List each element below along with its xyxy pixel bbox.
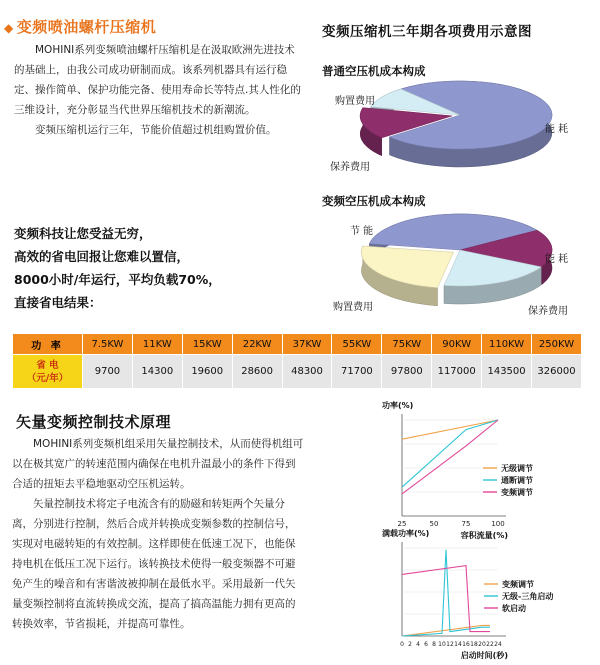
x-tick-label: 6 xyxy=(424,641,428,648)
x-tick-label: 12 xyxy=(446,641,454,648)
power-cell: 250KW xyxy=(532,334,582,355)
x-tick-label: 20 xyxy=(478,641,486,648)
x-tick-label: 18 xyxy=(470,641,478,648)
power-cell: 90KW xyxy=(432,334,482,355)
intro-paragraph: 变频压缩机运行三年，节能价值超过机组购置价值。 xyxy=(35,124,277,136)
diamond-bullet-icon: ◆ xyxy=(4,21,14,35)
legend-label: 无级调节 xyxy=(501,464,533,473)
savings-cell: 71700 xyxy=(332,355,382,389)
power-cell: 110KW xyxy=(482,334,532,355)
x-tick-label: 24 xyxy=(494,641,502,648)
power-cell: 37KW xyxy=(282,334,332,355)
power-header-cell: 功 率 xyxy=(13,334,83,355)
pie2-label-maintenance: 保养费用 xyxy=(528,306,568,317)
legend-label: 无级-三角启动 xyxy=(502,592,554,601)
pie1-label-purchase: 购置费用 xyxy=(335,96,375,107)
x-tick-label: 2 xyxy=(408,641,412,648)
savings-cell: 9700 xyxy=(83,355,133,389)
power-cell: 22KW xyxy=(232,334,282,355)
x-tick-label: 10 xyxy=(438,641,446,648)
intro-text xyxy=(14,40,304,140)
series-line xyxy=(402,550,490,636)
x-tick-label: 0 xyxy=(400,641,404,648)
y-axis-label: 满载功率(%) xyxy=(382,529,430,538)
vector-control-title: 矢量变频控制技术原理 xyxy=(16,413,172,431)
product-title-text: 变频喷油螺杆压缩机 xyxy=(16,18,157,36)
startup-plot xyxy=(382,528,553,660)
series-line xyxy=(402,625,490,636)
series-line xyxy=(402,420,498,494)
savings-cell: 48300 xyxy=(282,355,332,389)
savings-cell: 117000 xyxy=(432,355,482,389)
savings-cell: 97800 xyxy=(382,355,432,389)
x-tick-label: 8 xyxy=(432,641,436,648)
x-tick-label: 22 xyxy=(486,641,494,648)
vector-control-text xyxy=(12,434,304,634)
pie1-label-energy: 能 耗 xyxy=(545,124,569,135)
savings-header-cell xyxy=(13,355,83,389)
x-tick-label: 16 xyxy=(462,641,470,648)
savings-cell: 14300 xyxy=(132,355,182,389)
table-header-row xyxy=(13,334,582,355)
power-cell: 11KW xyxy=(132,334,182,355)
series-line xyxy=(402,420,498,439)
savings-cell: 326000 xyxy=(532,355,582,389)
legend-label: 变频调节 xyxy=(501,488,533,497)
pie1-subtitle: 普通空压机成本构成 xyxy=(322,64,426,78)
benefit-lines xyxy=(14,222,221,314)
power-cell: 7.5KW xyxy=(83,334,133,355)
legend-label: 变频调节 xyxy=(502,580,534,589)
x-tick-label: 4 xyxy=(416,641,420,648)
power-flow-chart xyxy=(340,398,600,548)
savings-cell: 28600 xyxy=(232,355,282,389)
power-cell: 15KW xyxy=(182,334,232,355)
pie2-subtitle: 变频空压机成本构成 xyxy=(322,194,426,208)
cost-chart-title: 变频压缩机三年期各项费用示意图 xyxy=(322,24,532,40)
vector-paragraph: MOHINI系列变频机组采用矢量控制技术，从而使得机组可以在极其宽广的转速范围内确保在电机升温最小的条件下得到合适的扭矩去平稳地驱动空压机运转。 xyxy=(12,438,304,490)
power-flow-plot xyxy=(382,400,533,540)
benefit-line: 变频科技让您受益无穷， xyxy=(14,226,152,241)
x-tick-label: 100 xyxy=(491,520,505,528)
intro-paragraph: MOHINI系列变频喷油螺杆压缩机是在汲取欧洲先进技术的基础上，由我公司成功研制而成。该系列机器具有运行稳定、操作简单、保护功能完备、使用寿命长等特点.其人性化的三维设计，充分彰显当代世界压缩机技术的新潮流。 xyxy=(14,44,301,116)
savings-table xyxy=(12,333,582,389)
benefit-line: 直接省电结果： xyxy=(14,295,102,310)
series-line xyxy=(402,566,490,632)
savings-cell: 143500 xyxy=(482,355,532,389)
x-axis-label: 启动时间(秒) xyxy=(460,651,508,660)
table-row xyxy=(13,355,582,389)
pie1-label-maintenance: 保养费用 xyxy=(330,162,370,173)
x-tick-label: 50 xyxy=(429,520,439,528)
power-cell: 75KW xyxy=(382,334,432,355)
legend-label: 通断调节 xyxy=(501,476,533,485)
pie1-chart xyxy=(360,81,552,167)
savings-cell: 19600 xyxy=(182,355,232,389)
savings-label-line1: 省 电 xyxy=(36,359,59,371)
y-axis-label: 功率(%) xyxy=(382,401,414,410)
x-tick-label: 75 xyxy=(461,520,471,528)
x-axis-label: 容积流量(%) xyxy=(460,531,508,540)
benefit-line: 8000小时/年运行，平均负载70%， xyxy=(14,272,221,287)
power-cell: 55KW xyxy=(332,334,382,355)
savings-label-line2: （元/年） xyxy=(26,372,69,384)
x-tick-label: 25 xyxy=(397,520,407,528)
vector-paragraph: 矢量控制技术将定子电流含有的励磁和转矩两个矢量分离，分别进行控制，然后合成并转换成变频参数的控制信号，实现对电磁转矩的有效控制。这样即使在低速工况下，也能保持电机在低压工况下运行。该转换技术使得一般变频器不可避免产生的噪音和有害谐波被抑制在最低水平。采用最新一代矢量变频控制将直流转换成交流，提高了搞高温能力拥有更高的转换效率，节省损耗，并提高可靠性。 xyxy=(12,498,296,630)
x-tick-label: 14 xyxy=(454,641,462,648)
product-title xyxy=(4,16,156,37)
pie2-label-saving: 节 能 xyxy=(350,226,374,237)
legend-label: 软启动 xyxy=(502,604,526,613)
benefit-line: 高效的省电回报让您难以置信， xyxy=(14,249,190,264)
pie2-label-purchase: 购置费用 xyxy=(333,302,373,313)
pie2-label-energy: 能 耗 xyxy=(545,254,569,265)
pie2-chart xyxy=(361,214,552,306)
